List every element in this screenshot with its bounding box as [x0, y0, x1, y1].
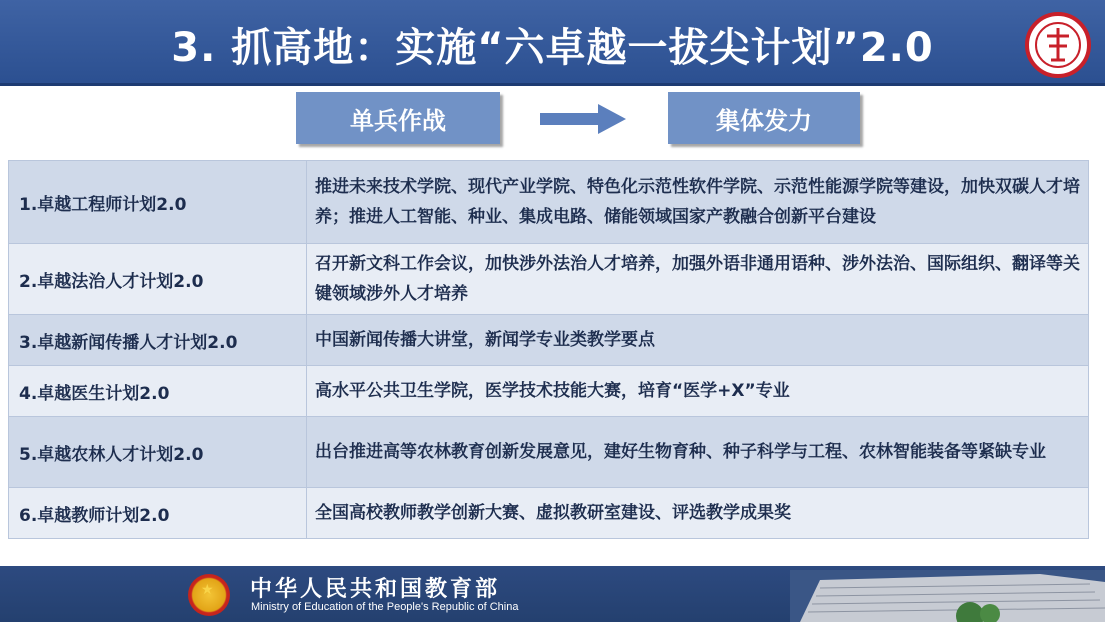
table-row [8, 161, 1089, 244]
right-arrow-icon [540, 104, 626, 134]
ministry-name-en: Ministry of Education of the People's Republic of China [251, 601, 519, 613]
plan-detail: 出台推进高等农林教育创新发展意见，建好生物育种、种子科学与工程、农林智能装备等紧缺专业 [315, 442, 1046, 462]
plan-detail: 高水平公共卫生学院，医学技术技能大赛，培育“医学+X”专业 [315, 381, 790, 401]
university-logo-icon [1025, 12, 1091, 78]
plan-name: 3.卓越新闻传播人才计划2.0 [9, 315, 307, 365]
table-row [8, 417, 1089, 488]
national-emblem-icon: ★ [188, 574, 230, 616]
plan-table [8, 160, 1089, 539]
page-title: 3. 抓高地：实施“六卓越一拔尖计划”2.0 [171, 25, 934, 71]
plan-detail: 推进未来技术学院、现代产业学院、特色化示范性软件学院、示范性能源学院等建设，加快双碳人才培养；推进人工智能、种业、集成电路、储能领域国家产教融合创新平台建设 [315, 177, 1080, 227]
to-label-box: 集体发力 [668, 92, 860, 144]
plan-name: 6.卓越教师计划2.0 [9, 488, 307, 538]
table-row [8, 315, 1089, 366]
table-row [8, 244, 1089, 315]
plan-detail: 中国新闻传播大讲堂，新闻学专业类教学要点 [315, 330, 655, 350]
building-photo-icon [790, 570, 1105, 622]
from-label-box: 单兵作战 [296, 92, 500, 144]
table-row [8, 488, 1089, 539]
table-row [8, 366, 1089, 417]
plan-name: 1.卓越工程师计划2.0 [9, 161, 307, 243]
plan-name: 5.卓越农林人才计划2.0 [9, 417, 307, 487]
plan-detail: 召开新文科工作会议，加快涉外法治人才培养，加强外语非通用语种、涉外法治、国际组织、翻译等关键领域涉外人才培养 [315, 254, 1080, 304]
plan-name: 2.卓越法治人才计划2.0 [9, 244, 307, 314]
plan-detail: 全国高校教师教学创新大赛、虚拟教研室建设、评选教学成果奖 [315, 503, 791, 523]
ministry-name-cn: 中华人民共和国教育部 [250, 576, 501, 602]
plan-name: 4.卓越医生计划2.0 [9, 366, 307, 416]
